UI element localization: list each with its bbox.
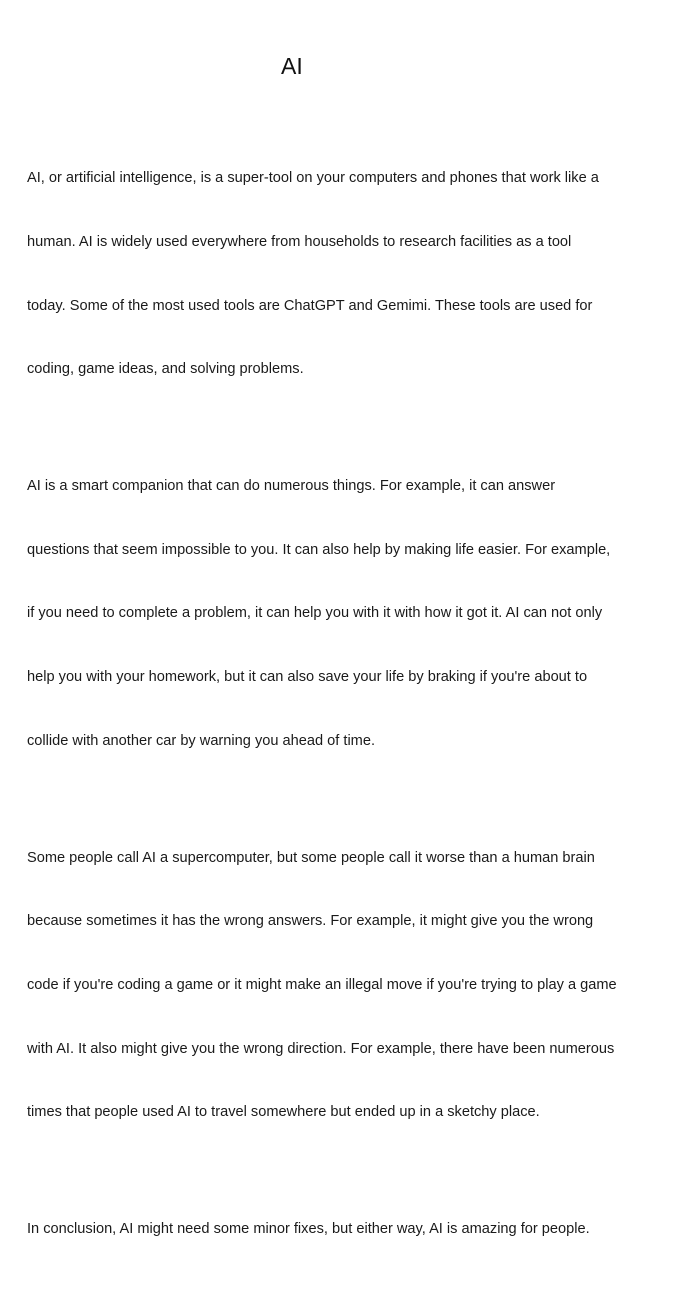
paragraph-line: In conclusion, AI might need some minor fixes, but either way, AI is amazing for people.	[27, 1221, 590, 1238]
paragraph-companion	[27, 434, 655, 794]
document-body	[27, 126, 655, 1294]
paragraph-line: coding, game ideas, and solving problems.	[27, 361, 304, 378]
paragraph-line: times that people used AI to travel somewhere but ended up in a sketchy place.	[27, 1104, 540, 1121]
paragraph-line: if you need to complete a problem, it can help you with it with how it got it. AI can not only	[27, 605, 603, 622]
paragraph-drawbacks	[27, 805, 655, 1165]
paragraph-line: help you with your homework, but it can also save your life by braking if you're about to	[27, 669, 588, 686]
paragraph-line: questions that seem impossible to you. It can also help by making life easier. For example,	[27, 541, 611, 558]
document-title: AI	[281, 53, 303, 79]
paragraph-line: human. AI is widely used everywhere from households to research facilities as a tool	[27, 234, 572, 251]
paragraph-line: today. Some of the most used tools are ChatGPT and Gemimi. These tools are used for	[27, 297, 593, 314]
paragraph-line: code if you're coding a game or it might make an illegal move if you're trying to play a game	[27, 976, 617, 993]
paragraph-conclusion	[27, 1177, 655, 1283]
paragraph-line: Some people call AI a supercomputer, but some people call it worse than a human brain	[27, 849, 595, 866]
paragraph-intro	[27, 126, 655, 423]
paragraph-line: AI is a smart companion that can do numerous things. For example, it can answer	[27, 478, 556, 495]
paragraph-line: AI, or artificial intelligence, is a super-tool on your computers and phones that work like a	[27, 170, 599, 187]
paragraph-line: with AI. It also might give you the wrong direction. For example, there have been numerous	[27, 1040, 615, 1057]
paragraph-line: because sometimes it has the wrong answers. For example, it might give you the wrong	[27, 913, 594, 930]
paragraph-line: collide with another car by warning you ahead of time.	[27, 732, 376, 749]
